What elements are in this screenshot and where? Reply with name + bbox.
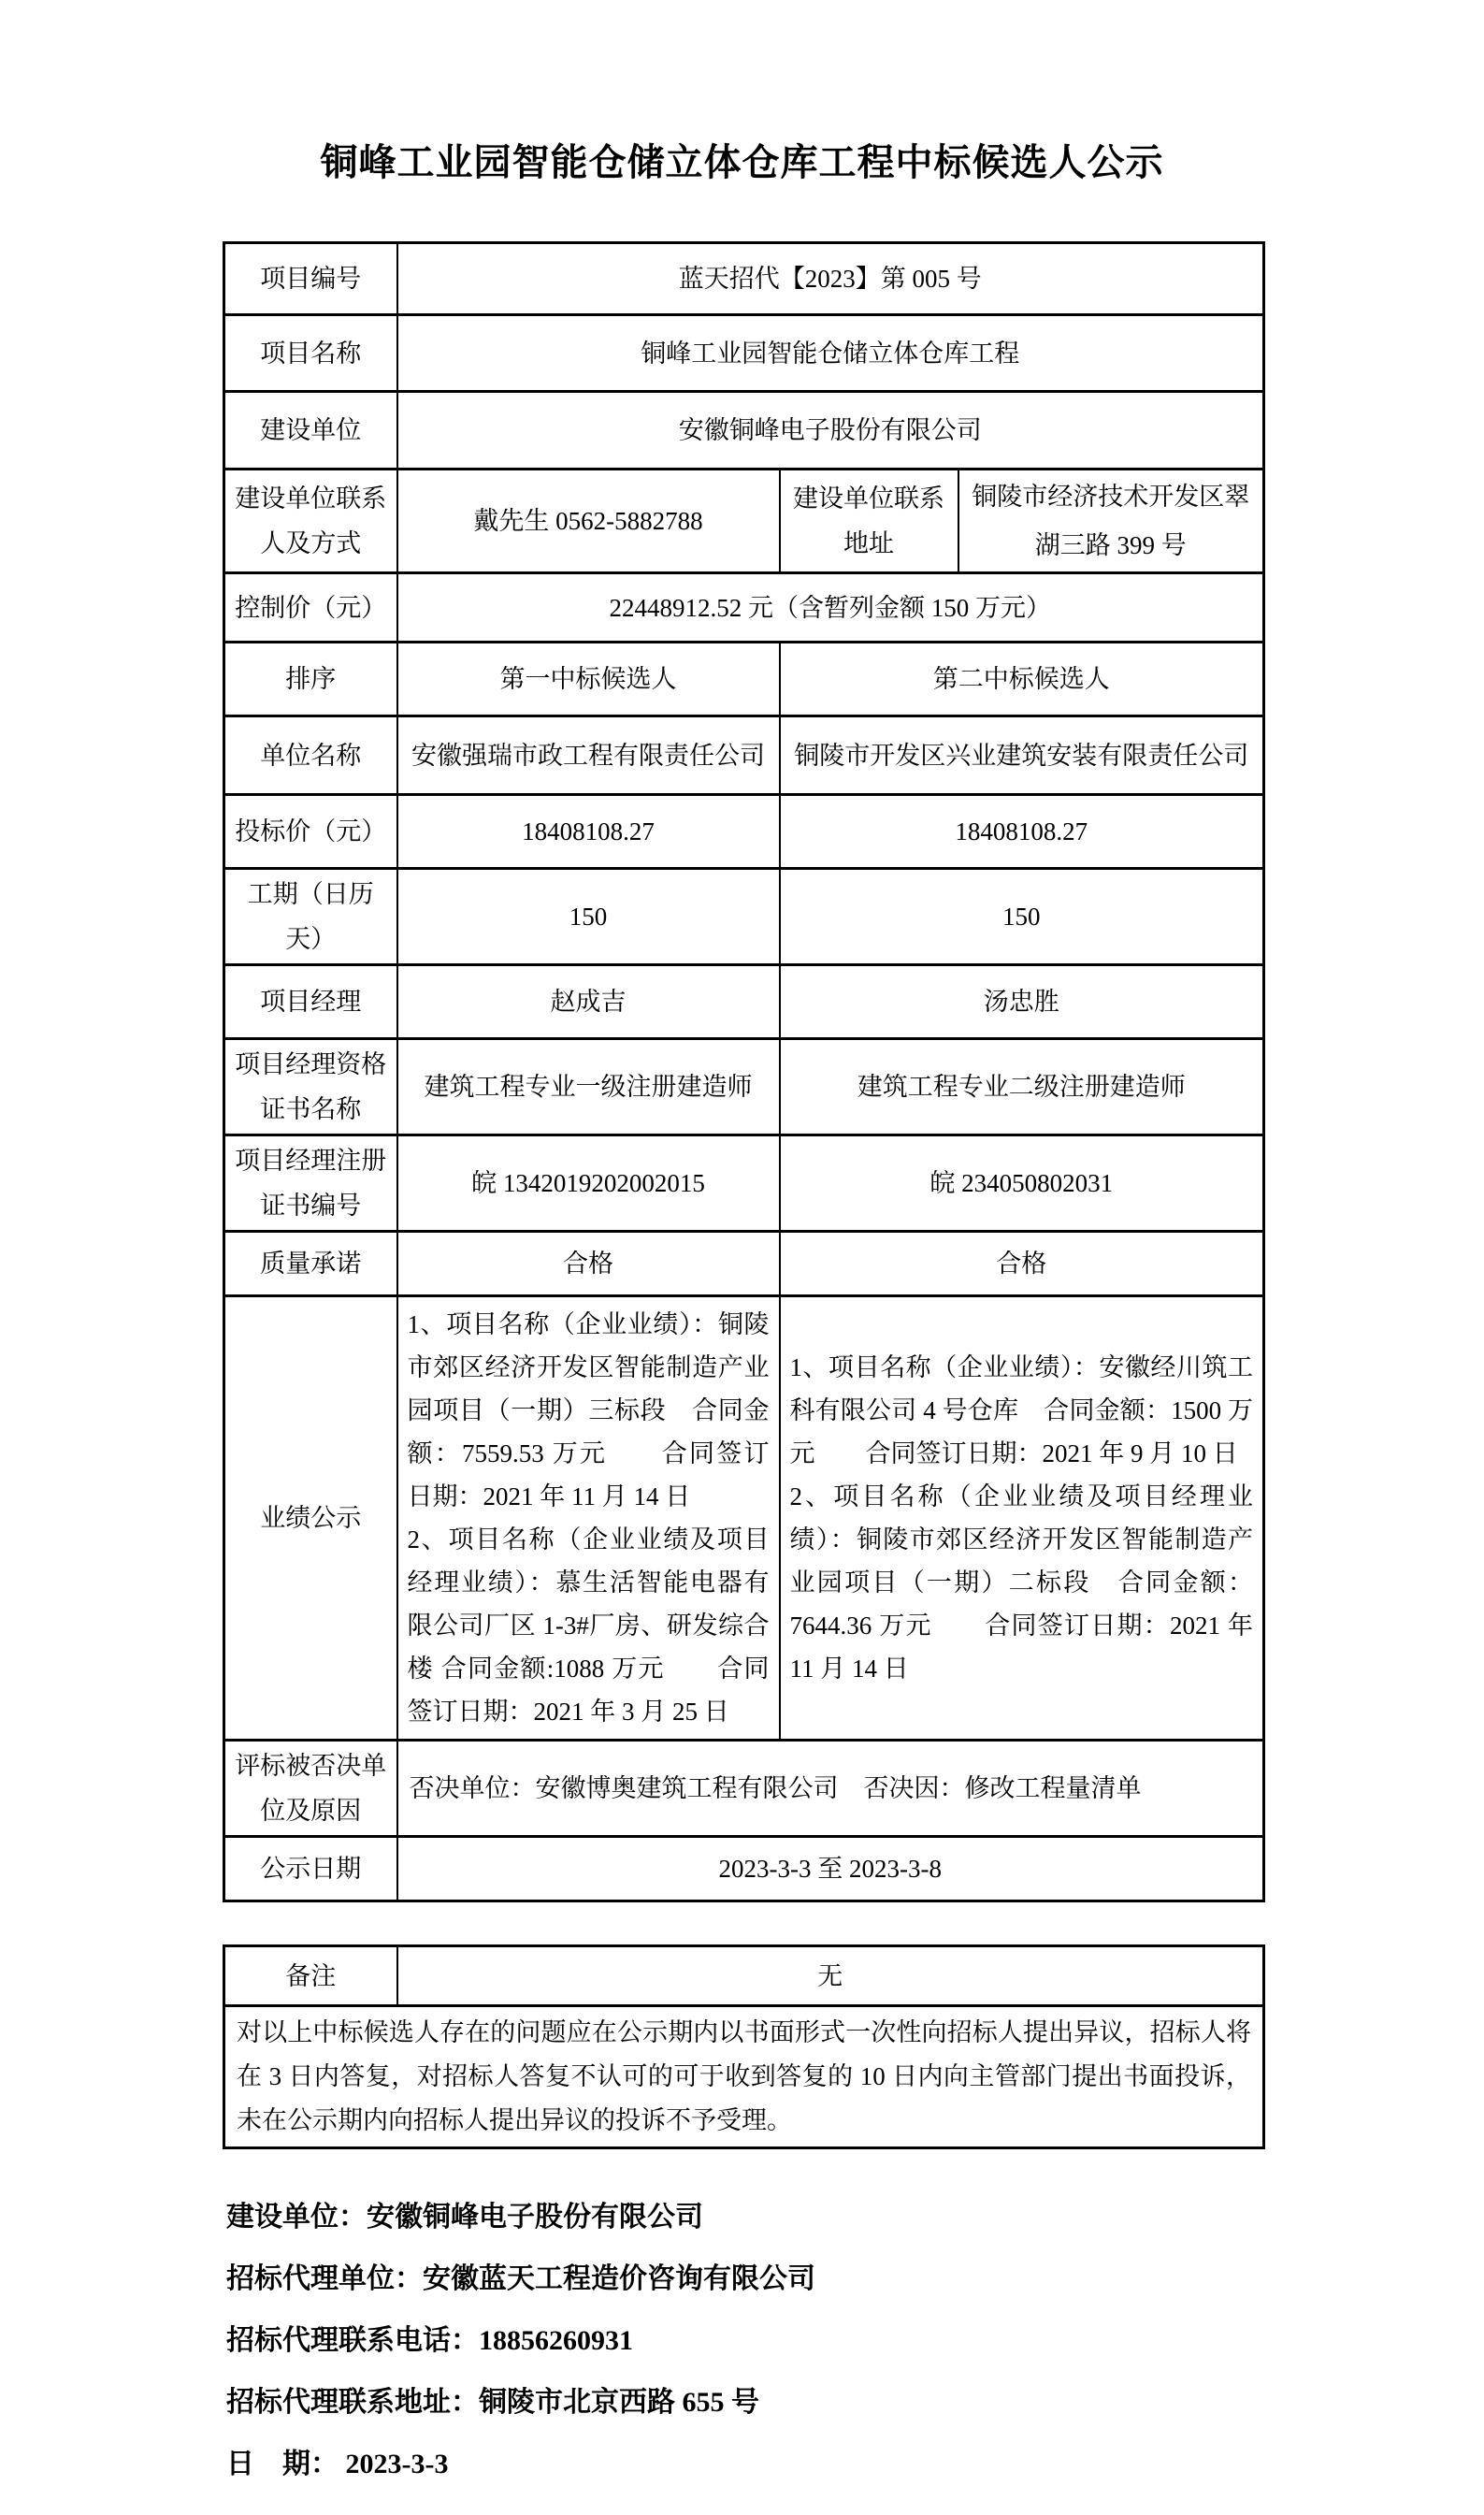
company-label: 单位名称 (224, 716, 397, 795)
project-name-label: 项目名称 (224, 315, 397, 392)
row-quality (224, 1232, 1264, 1296)
objection-notice-text: 对以上中标候选人存在的问题应在公示期内以书面形式一次性向招标人提出异议，招标人将在 3 日内答复，对招标人答复不认可的可于收到答复的 10 日内向主管部门提出书面投诉，未在公示期内向招标人提出异议的投诉不予受理。 (224, 2006, 1264, 2148)
manager-second: 汤忠胜 (780, 965, 1264, 1039)
bid-price-first: 18408108.27 (397, 795, 780, 869)
owner-contact-value: 戴先生 0562-5882788 (397, 470, 780, 573)
quality-label: 质量承诺 (224, 1232, 397, 1296)
cert-name-second: 建筑工程专业二级注册建造师 (780, 1039, 1264, 1135)
control-price-value: 22448912.52 元（含暂列金额 150 万元） (397, 573, 1264, 643)
footer-owner: 建设单位：安徽铜峰电子股份有限公司 (226, 2202, 703, 2233)
row-company (224, 716, 1264, 795)
publicity-date-value: 2023-3-3 至 2023-3-8 (397, 1837, 1264, 1901)
row-control-price (224, 573, 1264, 643)
owner-label: 建设单位 (224, 392, 397, 470)
company-second: 铜陵市开发区兴业建筑安装有限责任公司 (780, 716, 1264, 795)
bid-price-second: 18408108.27 (780, 795, 1264, 869)
quality-second: 合格 (780, 1232, 1264, 1296)
ranking-first: 第一中标候选人 (397, 643, 780, 716)
publicity-date-label: 公示日期 (224, 1837, 397, 1901)
page-title: 铜峰工业园智能仓储立体仓库工程中标候选人公示 (320, 141, 1164, 183)
performance-first-item-2: 2、项目名称（企业业绩及项目经理业绩）：慕生活智能电器有限公司厂区 1-3#厂房、研发综合楼 合同金额:1088 万元 合同签订日期：2021 年 3 月 25 日 (407, 1525, 770, 1726)
ranking-second: 第二中标候选人 (780, 643, 1264, 716)
performance-second-item-1: 1、项目名称（企业业绩）：安徽经川筑工科有限公司 4 号仓库 合同金额：1500 万元 合同签订日期：2021 年 9 月 10 日 (789, 1353, 1254, 1467)
cert-no-second: 皖 234050802031 (780, 1135, 1264, 1232)
row-owner (224, 392, 1264, 470)
project-number-label: 项目编号 (224, 243, 397, 315)
row-ranking (224, 643, 1264, 716)
company-first: 安徽强瑞市政工程有限责任公司 (397, 716, 780, 795)
row-publicity-date (224, 1837, 1264, 1901)
project-number-value: 蓝天招代【2023】第 005 号 (397, 243, 1264, 315)
control-price-label: 控制价（元） (224, 573, 397, 643)
footer-date: 日 期： 2023-3-3 (226, 2449, 449, 2479)
performance-label: 业绩公示 (224, 1296, 397, 1741)
cert-no-first: 皖 1342019202002015 (397, 1135, 780, 1232)
bid-price-label: 投标价（元） (224, 795, 397, 869)
duration-first: 150 (397, 869, 780, 965)
remark-value: 无 (397, 1946, 1264, 2006)
duration-second: 150 (780, 869, 1264, 965)
row-duration (224, 869, 1264, 965)
row-project-number (224, 243, 1264, 315)
cert-name-label: 项目经理资格证书名称 (224, 1039, 397, 1135)
footer-agency: 招标代理单位：安徽蓝天工程造价咨询有限公司 (226, 2263, 815, 2294)
footer-agency-address: 招标代理联系地址：铜陵市北京西路 655 号 (226, 2387, 759, 2418)
cert-name-first: 建筑工程专业一级注册建造师 (397, 1039, 780, 1135)
row-rejected (224, 1741, 1264, 1837)
bid-result-table (223, 241, 1265, 1902)
row-project-name (224, 315, 1264, 392)
row-owner-contact (224, 470, 1264, 573)
row-cert-no (224, 1135, 1264, 1232)
cert-no-label: 项目经理注册证书编号 (224, 1135, 397, 1232)
project-name-value: 铜峰工业园智能仓储立体仓库工程 (397, 315, 1264, 392)
performance-first-item-1: 1、项目名称（企业业绩）：铜陵市郊区经济开发区智能制造产业园项目（一期）三标段 合同金额：7559.53 万元 合同签订日期：2021 年 11 月 14 日 (407, 1310, 770, 1510)
remark-table (223, 1944, 1265, 2149)
rejected-value: 否决单位：安徽博奥建筑工程有限公司 否决因：修改工程量清单 (397, 1741, 1264, 1837)
footer-agency-phone: 招标代理联系电话：18856260931 (226, 2325, 633, 2356)
owner-address-label: 建设单位联系地址 (780, 470, 958, 573)
row-objection-notice (224, 2006, 1264, 2148)
manager-first: 赵成吉 (397, 965, 780, 1039)
ranking-label: 排序 (224, 643, 397, 716)
duration-label: 工期（日历天） (224, 869, 397, 965)
row-performance (224, 1296, 1264, 1741)
performance-second (780, 1296, 1264, 1741)
manager-label: 项目经理 (224, 965, 397, 1039)
owner-value: 安徽铜峰电子股份有限公司 (397, 392, 1264, 470)
row-bid-price (224, 795, 1264, 869)
performance-second-item-2: 2、项目名称（企业业绩及项目经理业绩）：铜陵市郊区经济开发区智能制造产业园项目（一期）二标段 合同金额：7644.36 万元 合同签订日期：2021 年 11 月 14 日 (789, 1482, 1254, 1683)
footer (226, 2187, 1484, 2495)
remark-label: 备注 (224, 1946, 397, 2006)
rejected-label: 评标被否决单位及原因 (224, 1741, 397, 1837)
row-remark (224, 1946, 1264, 2006)
quality-first: 合格 (397, 1232, 780, 1296)
owner-address-value: 铜陵市经济技术开发区翠湖三路 399 号 (958, 470, 1264, 573)
row-cert-name (224, 1039, 1264, 1135)
owner-contact-label: 建设单位联系人及方式 (224, 470, 397, 573)
document-page (0, 138, 1484, 2515)
row-manager (224, 965, 1264, 1039)
performance-first (397, 1296, 780, 1741)
